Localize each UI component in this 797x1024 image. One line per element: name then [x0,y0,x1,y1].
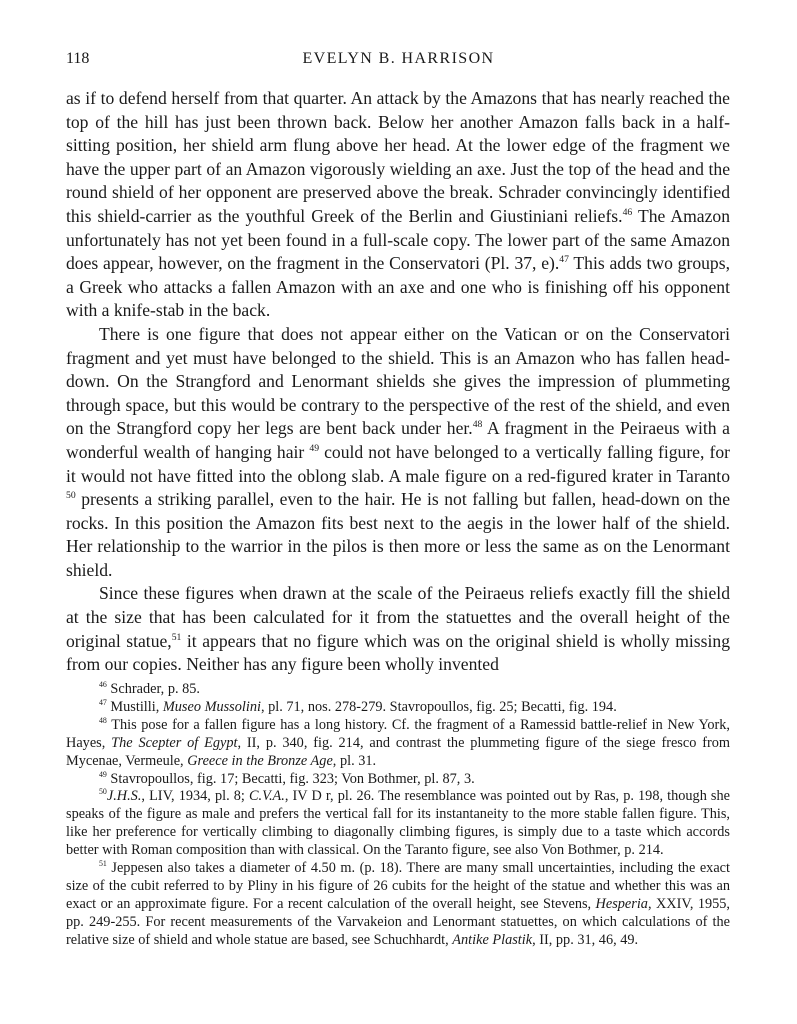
text: it appears that no figure which was on the original shield is wholly missing from our copies. Neither has any figure been wholly invented [66,630,730,675]
footnotes [66,681,730,950]
footnote-ref: 50 [66,489,76,501]
paragraph-3 [66,582,730,676]
main-text [66,87,730,677]
footnote-ref: 47 [559,253,569,265]
footnote-number: 47 [99,698,107,708]
footnote-text: , II, p. 340, fig. 214, and contrast the plummeting figure of the siege fresco from Mycenae, Vermeule, [66,734,730,769]
text: presents a striking parallel, even to the hair. He is not falling but fallen, head-down on the rocks. In this position the Amazon fits best next to the aegis in the lower half of the shield. Her relationship to the warrior in the pilos is then more or less the same as on the Lenormant shield. [66,489,730,580]
footnote-51 [66,860,730,950]
footnote-text: , LIV, 1934, pl. 8; [141,788,249,805]
page-number: 118 [66,50,90,67]
footnote-text: , pl. 31. [332,752,377,769]
citation-title: Greece in the Bronze Age [187,752,333,769]
citation-title: Antike Plastik [452,931,533,948]
footnote-text: , pl. 71, nos. 278-279. Stavropoullos, fig. 25; Becatti, fig. 194. [260,698,617,715]
footnote-text: Jeppesen also takes a diameter of 4.50 m. (p. 18). There are many small uncertainties, including the exact size of the cubit referred to by Pliny in his figure of 26 cubits for the height of the statue and whether this was an exact or an approximate figure. For a recent calculation of the overall height, see Stevens, [66,860,730,912]
footnote-ref: 48 [472,419,483,431]
citation-title: Museo Mussolini [162,698,261,715]
footnote-number: 51 [99,859,107,869]
text: as if to defend herself from that quarter. An attack by the Amazons that has nearly reached the top of the hill has just been thrown back. Below her another Amazon falls back in a half-sitting position, her shield arm flung above her head. At the lower edge of the fragment we have the upper part of an Amazon vigorously wielding an axe. Just the top of the head and the round shield of her opponent are preserved above the break. Schrader convincingly identified this shield-carrier as the youthful Greek of the Berlin and Giustiniani reliefs. [66,88,730,226]
footnote-text: This pose for a fallen figure has a long history. Cf. the fragment of a Ramessid battle-relief in New York, Hayes, [66,716,730,751]
footnote-48 [66,717,730,771]
footnote-text: , II, pp. 31, 46, 49. [532,931,639,948]
page-header [66,50,731,74]
footnote-number: 46 [99,680,107,690]
footnote-text: , XXIV, 1955, pp. 249-255. For recent measurements of the Varvakeion and Lenormant statuettes, on which calculations of the relative size of shield and whole statue are based, see Schuchhardt, [66,895,730,948]
footnote-ref: 49 [309,442,320,454]
paragraph-1 [66,87,730,323]
footnote-46 [66,681,730,699]
footnote-number: 49 [99,769,107,779]
text: Since these figures when drawn at the scale of the Peiraeus reliefs exactly fill the shield at the size that has been calculated for it from the statuettes and the overall height of the original statue, [66,583,730,651]
footnote-49 [66,771,730,789]
text: could not have belonged to a vertically falling figure, for it would not have fitted into the oblong slab. A male figure on a red-figured krater in Taranto [66,441,730,486]
running-head: EVELYN B. HARRISON [302,50,495,67]
footnote-ref: 46 [622,206,633,218]
footnote-number: 50 [99,787,107,797]
footnote-text: , IV D r, pl. 26. The resemblance was pointed out by Ras, p. 198, though she speaks of the figure as male and prefers the vertical fall for its instantaneity to the more stable fallen figure. This, like her preference for vertically climbing to diagonally climbing figures, is simply due to a taste which accords better with Roman composition than with classical. On the Taranto figure, see also Von Bothmer, p. 214. [66,788,730,859]
text: This adds two groups, a Greek who attacks a fallen Amazon with an axe and one who is finishing off his opponent with a knife-stab in the back. [66,253,730,321]
footnote-text: Stavropoullos, fig. 17; Becatti, fig. 323; Von Bothmer, pl. 87, 3. [106,770,475,787]
text: The Amazon unfortunately has not yet been found in a full-scale copy. The lower part of the same Amazon does appear, however, on the fragment in the Conservatori (Pl. 37, e). [66,205,730,274]
footnote-text: Schrader, p. 85. [106,681,200,697]
text: A fragment in the Peiraeus with a wonderful wealth of hanging hair [66,418,730,462]
footnote-number: 48 [99,715,107,725]
citation-title: C.V.A. [248,788,285,805]
footnote-47 [66,699,730,717]
footnote-ref: 51 [171,631,182,643]
footnote-50 [66,788,730,860]
citation-title: The Scepter of Egypt [111,734,238,751]
citation-title: J.H.S. [106,788,142,805]
citation-title: Hesperia [595,895,648,912]
text: There is one figure that does not appear either on the Vatican or on the Conservatori fragment and yet must have belonged to the shield. This is an Amazon who has fallen head-down. On the Strangford and Lenormant shields she gives the impression of plummeting through space, but this would be contrary to the perspective of the rest of the shield, and even on the Strangford copy her legs are bent back under her. [66,323,730,439]
footnote-text: Mustilli, [106,698,163,715]
paragraph-2 [66,323,730,583]
